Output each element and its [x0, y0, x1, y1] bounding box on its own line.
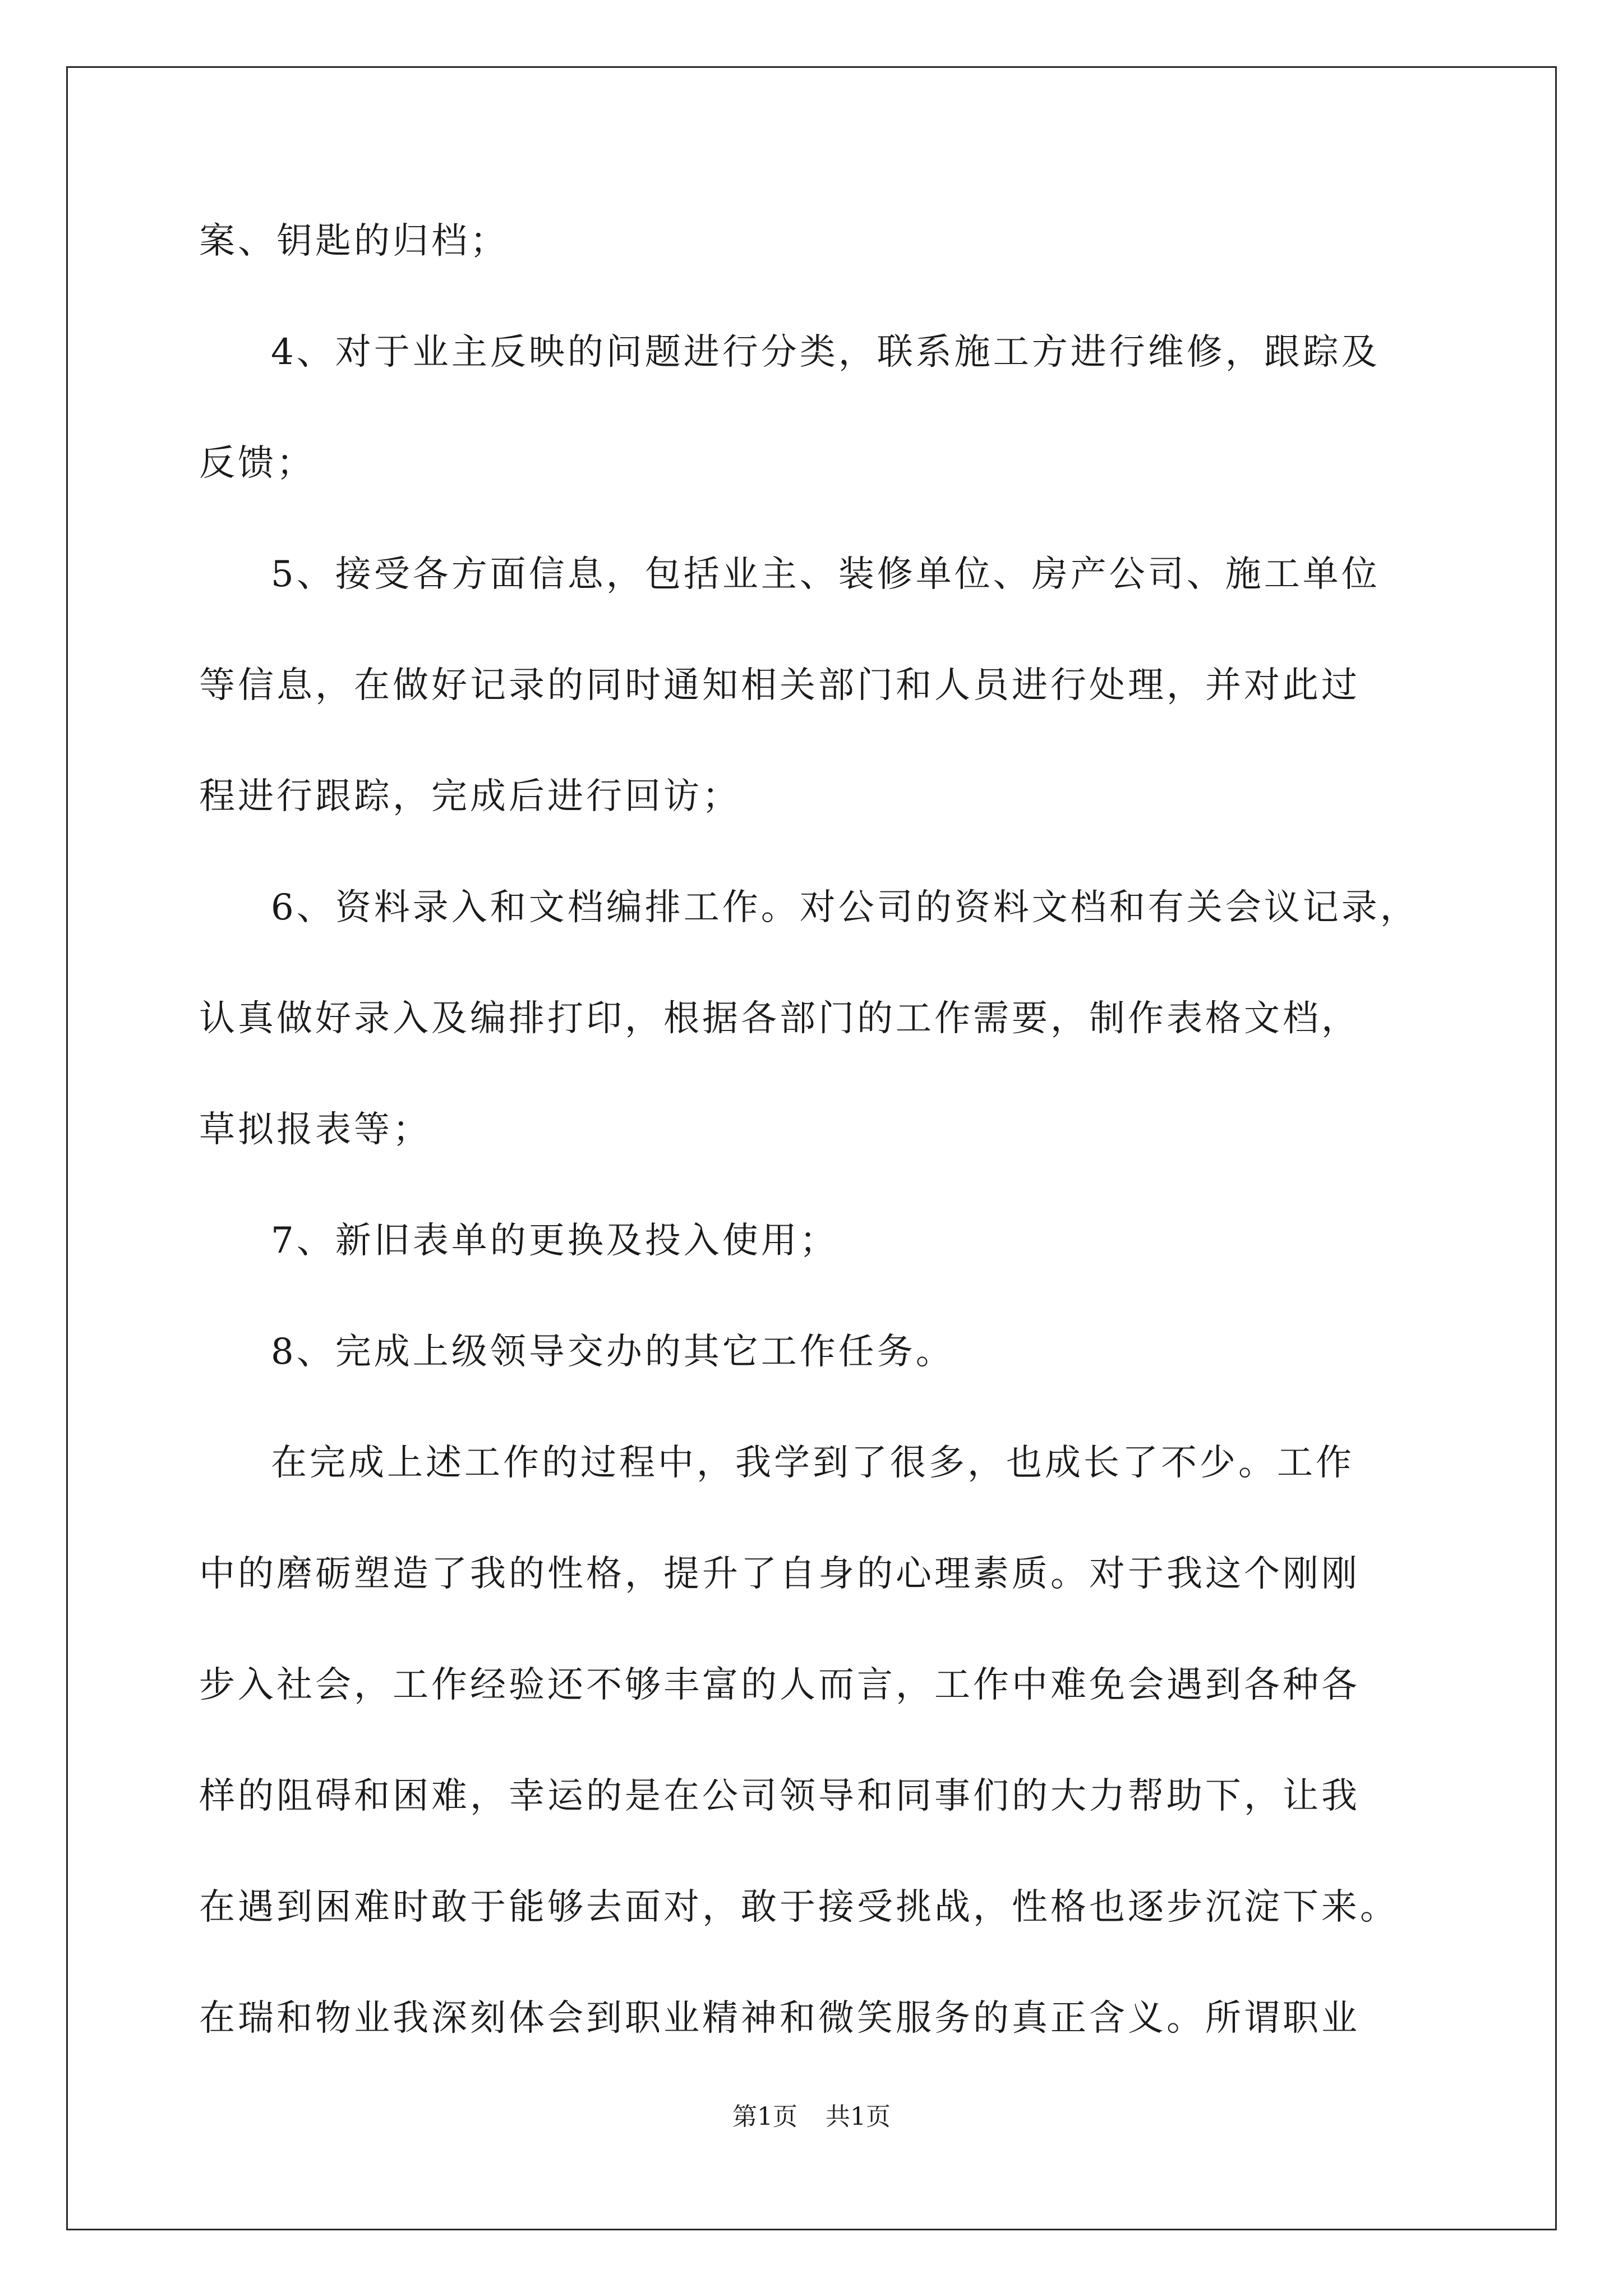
page-total: 共1页 — [826, 2102, 891, 2131]
text-line: 程进行跟踪，完成后进行回访； — [199, 776, 741, 817]
text-line: 样的阻碍和困难，幸运的是在公司领导和同事们的大力帮助下，让我 — [199, 1775, 1360, 1817]
text-line: 7、新旧表单的更换及投入使用； — [271, 1220, 838, 1262]
text-line: 8、完成上级领导交办的其它工作任务。 — [271, 1331, 955, 1373]
text-line: 6、资料录入和文档编排工作。对公司的资料文档和有关会议记录， — [271, 887, 1419, 928]
text-line: 在遇到困难时敢于能够去面对，敢于接受挑战，性格也逐步沉淀下来。 — [199, 1887, 1399, 1928]
text-line: 5、接受各方面信息，包括业主、装修单位、房产公司、施工单位 — [271, 554, 1380, 595]
text-line: 步入社会，工作经验还不够丰富的人而言，工作中难免会遇到各种各 — [199, 1664, 1360, 1706]
text-line: 案、钥匙的归档； — [199, 220, 509, 262]
text-line: 草拟报表等； — [199, 1109, 431, 1151]
text-line: 在完成上述工作的过程中，我学到了很多，也成长了不少。工作 — [271, 1442, 1354, 1484]
page-number: 第1页 — [732, 2102, 797, 2131]
page-footer — [0, 2101, 1623, 2133]
text-line: 等信息，在做好记录的同时通知相关部门和人员进行处理，并对此过 — [199, 665, 1360, 706]
text-line: 4、对于业主反映的问题进行分类，联系施工方进行维修，跟踪及 — [271, 332, 1380, 373]
text-line: 在瑞和物业我深刻体会到职业精神和微笑服务的真正含义。所谓职业 — [199, 1998, 1360, 2039]
text-line: 反馈； — [199, 443, 315, 484]
text-line: 中的磨砺塑造了我的性格，提升了自身的心理素质。对于我这个刚刚 — [199, 1553, 1360, 1595]
text-line: 认真做好录入及编排打印，根据各部门的工作需要，制作表格文档， — [199, 998, 1360, 1039]
